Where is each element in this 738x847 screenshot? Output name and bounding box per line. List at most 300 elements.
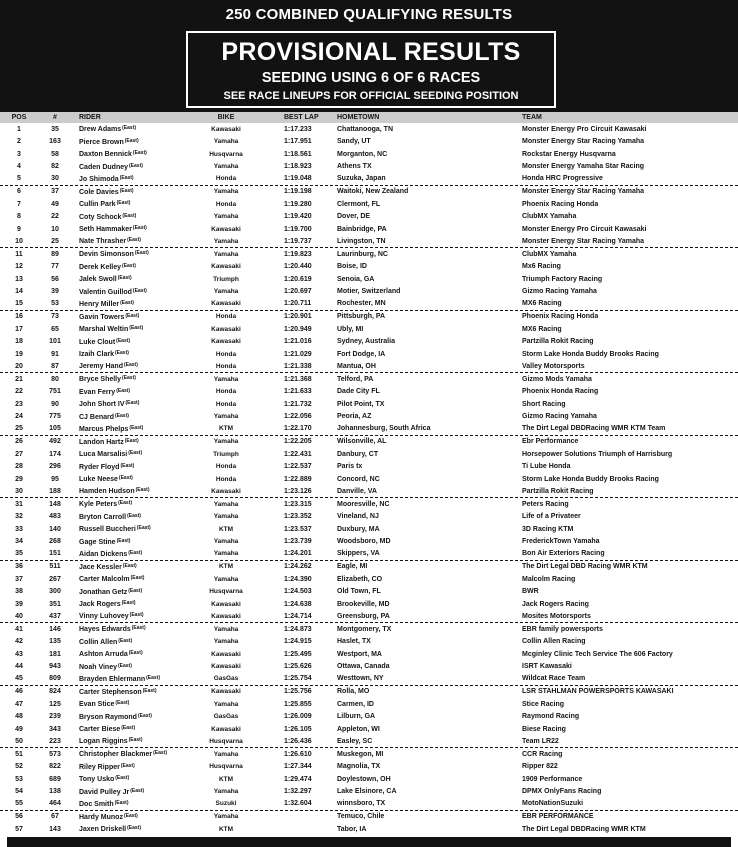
- cell-bike: Yamaha: [213, 788, 239, 796]
- cell-best-lap: 1:21.368: [284, 375, 312, 383]
- cell-rider: [72, 188, 180, 196]
- cell-rider: [72, 675, 180, 683]
- cell-hometown: Rochester, MN: [337, 300, 386, 308]
- table-row: [0, 311, 738, 324]
- cell-best-lap: 1:22.170: [284, 425, 312, 433]
- table-row: [0, 248, 738, 261]
- cell-team: Stice Racing: [522, 700, 565, 708]
- cell-hometown: Senoia, GA: [337, 275, 375, 283]
- cell-number: 351: [49, 600, 61, 608]
- cell-team: Triumph Factory Racing: [522, 275, 603, 283]
- cell-best-lap: 1:21.338: [284, 362, 312, 370]
- cell-hometown: Danville, VA: [337, 487, 377, 495]
- cell-hometown: winnsboro, TX: [337, 800, 386, 808]
- cell-number: 35: [51, 125, 59, 133]
- cell-number: 268: [49, 538, 61, 546]
- cell-team: The Dirt Legal DBDRacing WMR KTM: [522, 825, 646, 833]
- cell-team: 1909 Performance: [522, 775, 583, 783]
- cell-number: 943: [49, 663, 61, 671]
- cell-best-lap: 1:20.901: [284, 313, 312, 321]
- cell-number: 573: [49, 750, 61, 758]
- rider-name: Carter Stephenson: [79, 688, 142, 696]
- cell-best-lap: 1:27.344: [284, 763, 312, 771]
- rider-name: Landon Hartz: [79, 438, 124, 446]
- cell-number: 181: [49, 650, 61, 658]
- cell-team: DPMX OnlyFans Racing: [522, 788, 602, 796]
- cell-best-lap: 1:25.495: [284, 650, 312, 658]
- cell-number: 492: [49, 438, 61, 446]
- cell-best-lap: 1:26.610: [284, 750, 312, 758]
- rider-name: Brayden Ehlermann: [79, 675, 146, 683]
- region-tag: (East): [134, 250, 149, 257]
- rider-name: Evan Stice: [79, 701, 115, 709]
- table-row: [0, 436, 738, 449]
- cell-rider: [72, 650, 180, 658]
- cell-number: 90: [51, 400, 59, 408]
- cell-hometown: Morganton, NC: [337, 150, 388, 158]
- cell-number: 151: [49, 550, 61, 558]
- rider-name: Luke Neese: [79, 476, 118, 484]
- cell-rider: [72, 788, 180, 796]
- rider-name: Jeremy Hand: [79, 363, 123, 371]
- cell-bike: Yamaha: [213, 575, 239, 583]
- rider-name: Jaxen Driskell: [79, 826, 127, 834]
- rider-name: Ryder Floyd: [79, 463, 120, 471]
- table-row: [0, 123, 738, 136]
- region-tag: (East): [118, 637, 133, 644]
- cell-best-lap: 1:18.561: [284, 150, 312, 158]
- cell-number: 56: [51, 275, 59, 283]
- region-tag: (East): [130, 575, 145, 582]
- cell-team: Horsepower Solutions Triumph of Harrisburg: [522, 450, 673, 458]
- rider-name: Christopher Blackmer: [79, 751, 153, 759]
- table-row: [0, 173, 738, 186]
- cell-pos: 46: [15, 688, 23, 696]
- cell-pos: 4: [17, 163, 21, 171]
- cell-best-lap: 1:19.823: [284, 250, 312, 258]
- cell-hometown: Dover, DE: [337, 213, 371, 221]
- region-tag: (East): [121, 600, 136, 607]
- cell-bike: Yamaha: [213, 813, 239, 821]
- cell-number: 73: [51, 313, 59, 321]
- cell-best-lap: 1:29.474: [284, 775, 312, 783]
- cell-bike: Honda: [215, 175, 237, 183]
- region-tag: (East): [130, 787, 145, 794]
- cell-best-lap: 1:24.503: [284, 588, 312, 596]
- cell-number: 87: [51, 362, 59, 370]
- region-tag: (East): [121, 725, 136, 732]
- cell-rider: [72, 725, 180, 733]
- rider-name: Gage Stine: [79, 538, 116, 546]
- cell-bike: GasGas: [213, 675, 239, 683]
- cell-bike: Honda: [215, 475, 237, 483]
- region-tag: (East): [115, 412, 129, 419]
- cell-bike: Husqvarna: [209, 150, 243, 158]
- region-tag: (East): [142, 687, 157, 694]
- cell-pos: 18: [15, 338, 23, 346]
- region-tag: (East): [114, 799, 129, 806]
- cell-number: 140: [49, 525, 61, 533]
- rider-name: Marshal Weltin: [79, 326, 129, 334]
- cell-hometown: Ubly, MI: [337, 325, 364, 333]
- cell-pos: 7: [17, 200, 21, 208]
- cell-rider: [72, 300, 180, 308]
- cell-team: Life of a Privateer: [522, 513, 581, 521]
- cell-number: 296: [49, 463, 61, 471]
- region-tag: (East): [125, 400, 140, 407]
- cell-pos: 54: [15, 788, 23, 796]
- cell-number: 77: [51, 263, 59, 271]
- table-row: [0, 798, 738, 811]
- cell-pos: 13: [15, 275, 23, 283]
- cell-team: Biese Racing: [522, 725, 566, 733]
- cell-best-lap: 1:20.711: [284, 300, 312, 308]
- cell-pos: 42: [15, 638, 23, 646]
- cell-best-lap: 1:22.537: [284, 463, 312, 471]
- cell-team: Monster Energy Yamaha Star Racing: [522, 163, 645, 171]
- cell-bike: Kawasaki: [211, 325, 241, 333]
- region-tag: (East): [115, 775, 130, 782]
- cell-rider: [72, 475, 180, 483]
- cell-bike: Honda: [215, 362, 237, 370]
- provisional-results-title: PROVISIONAL RESULTS: [221, 38, 521, 66]
- cell-pos: 33: [15, 525, 23, 533]
- region-tag: (East): [115, 700, 130, 707]
- cell-bike: Kawasaki: [211, 600, 241, 608]
- cell-best-lap: 1:24.714: [284, 612, 312, 620]
- cell-best-lap: 1:19.198: [284, 188, 312, 196]
- cell-best-lap: 1:21.732: [284, 400, 312, 408]
- cell-best-lap: 1:24.390: [284, 575, 312, 583]
- cell-rider: [72, 250, 180, 258]
- rider-name: Russell Buccheri: [79, 526, 136, 534]
- cell-team: Storm Lake Honda Buddy Brooks Racing: [522, 475, 659, 483]
- cell-bike: Husqvarna: [209, 588, 243, 596]
- cell-bike: Yamaha: [213, 237, 239, 245]
- cell-bike: Kawasaki: [211, 338, 241, 346]
- cell-number: 464: [49, 800, 61, 808]
- cell-hometown: Brookeville, MD: [337, 600, 390, 608]
- cell-pos: 49: [15, 725, 23, 733]
- cell-team: ClubMX Yamaha: [522, 250, 577, 258]
- cell-bike: Yamaha: [213, 438, 239, 446]
- cell-team: MotoNationSuzuki: [522, 800, 584, 808]
- col-header-number: #: [53, 114, 57, 121]
- rider-name: Marcus Phelps: [79, 425, 129, 433]
- cell-bike: Yamaha: [213, 288, 239, 296]
- cell-hometown: Skippers, VA: [337, 550, 380, 558]
- cell-bike: Kawasaki: [211, 487, 241, 495]
- rider-name: Doc Smith: [79, 800, 114, 808]
- cell-best-lap: 1:23.739: [284, 538, 312, 546]
- cell-hometown: Boise, ID: [337, 263, 367, 271]
- cell-bike: Yamaha: [213, 413, 239, 421]
- cell-bike: Husqvarna: [209, 763, 243, 771]
- cell-pos: 9: [17, 225, 21, 233]
- cell-pos: 27: [15, 450, 23, 458]
- table-row: [0, 336, 738, 349]
- table-row: [0, 186, 738, 199]
- cell-pos: 35: [15, 550, 23, 558]
- table-row: [0, 198, 738, 211]
- cell-rider: [72, 600, 180, 608]
- cell-hometown: Appleton, WI: [337, 725, 380, 733]
- table-row: [0, 498, 738, 511]
- cell-team: MX6 Racing: [522, 300, 562, 308]
- cell-bike: Kawasaki: [211, 300, 241, 308]
- cell-bike: Yamaha: [213, 188, 239, 196]
- cell-rider: [72, 700, 180, 708]
- cell-bike: Triumph: [213, 275, 239, 283]
- table-row: [0, 723, 738, 736]
- table-row: [0, 698, 738, 711]
- rider-name: Bryton Carroll: [79, 513, 127, 521]
- table-row: [0, 298, 738, 311]
- cell-hometown: Rolla, MO: [337, 688, 370, 696]
- table-row: [0, 223, 738, 236]
- cell-pos: 3: [17, 150, 21, 158]
- region-tag: (East): [128, 737, 143, 744]
- results-header: [0, 0, 738, 112]
- cell-team: Monster Energy Pro Circuit Kawasaki: [522, 225, 647, 233]
- cell-pos: 32: [15, 513, 23, 521]
- table-row: [0, 261, 738, 274]
- cell-rider: [72, 175, 180, 183]
- cell-pos: 14: [15, 288, 23, 296]
- region-tag: (East): [132, 150, 147, 157]
- table-row: [0, 786, 738, 799]
- cell-bike: Kawasaki: [211, 663, 241, 671]
- cell-pos: 43: [15, 650, 23, 658]
- rider-name: Jo Shimoda: [79, 175, 119, 183]
- region-tag: (East): [127, 237, 141, 244]
- cell-number: 65: [51, 325, 59, 333]
- table-row: [0, 536, 738, 549]
- rider-name: Daxton Bennick: [79, 151, 132, 159]
- cell-number: 148: [49, 500, 61, 508]
- cell-number: 775: [49, 413, 61, 421]
- cell-rider: [72, 825, 180, 833]
- cell-best-lap: 1:22.056: [284, 413, 312, 421]
- cell-rider: [72, 538, 180, 546]
- cell-best-lap: 1:21.016: [284, 338, 312, 346]
- cell-pos: 36: [15, 563, 23, 571]
- rider-name: Bryson Raymond: [79, 713, 137, 721]
- cell-number: 824: [49, 688, 61, 696]
- cell-rider: [72, 213, 180, 221]
- cell-team: EBR PERFORMANCE: [522, 813, 594, 821]
- rider-name: John Short IV: [79, 401, 125, 409]
- cell-hometown: Montgomery, TX: [337, 625, 392, 633]
- cell-team: Ti Lube Honda: [522, 463, 571, 471]
- footer-bar: [7, 837, 731, 847]
- cell-team: LSR STAHLMAN POWERSPORTS KAWASAKI: [522, 688, 674, 696]
- cell-pos: 45: [15, 675, 23, 683]
- cell-number: 95: [51, 475, 59, 483]
- rider-name: Luca Marsalisi: [79, 451, 128, 459]
- region-tag: (East): [116, 387, 131, 394]
- cell-team: CCR Racing: [522, 750, 563, 758]
- cell-team: Monster Energy Pro Circuit Kawasaki: [522, 125, 647, 133]
- cell-rider: [72, 550, 180, 558]
- cell-team: Gizmo Racing Yamaha: [522, 288, 597, 296]
- cell-rider: [72, 487, 180, 495]
- table-row: [0, 448, 738, 461]
- cell-rider: [72, 362, 180, 370]
- col-header-best-lap: BEST LAP: [284, 114, 319, 121]
- rider-name: Kyle Peters: [79, 501, 118, 509]
- cell-pos: 56: [15, 813, 23, 821]
- cell-rider: [72, 150, 180, 158]
- cell-bike: Kawasaki: [211, 612, 241, 620]
- rider-name: Jalek Swoll: [79, 276, 117, 284]
- cell-rider: [72, 737, 180, 745]
- cell-hometown: Magnolia, TX: [337, 763, 381, 771]
- rider-name: Cole Davies: [79, 188, 119, 196]
- cell-bike: KTM: [218, 525, 234, 533]
- cell-team: Phoenix Racing Honda: [522, 313, 599, 321]
- cell-pos: 29: [15, 475, 23, 483]
- cell-rider: [72, 225, 180, 233]
- cell-pos: 2: [17, 138, 21, 146]
- cell-hometown: Mooresville, NC: [337, 500, 390, 508]
- cell-team: Partzilla Rokit Racing: [522, 338, 594, 346]
- col-header-rider: RIDER: [79, 114, 101, 121]
- region-tag: (East): [128, 587, 143, 594]
- cell-number: 174: [49, 450, 61, 458]
- cell-number: 163: [49, 138, 61, 146]
- cell-hometown: Ottawa, Canada: [337, 663, 390, 671]
- lineups-note: SEE RACE LINEUPS FOR OFFICIAL SEEDING POSITION: [223, 90, 519, 102]
- table-row: [0, 486, 738, 499]
- cell-hometown: Clermont, FL: [337, 200, 381, 208]
- cell-number: 22: [51, 213, 59, 221]
- cell-pos: 16: [15, 313, 23, 321]
- seeding-subtitle: SEEDING USING 6 OF 6 RACES: [261, 70, 481, 86]
- cell-bike: Honda: [215, 463, 237, 471]
- cell-best-lap: 1:24.915: [284, 638, 312, 646]
- cell-pos: 53: [15, 775, 23, 783]
- cell-number: 809: [49, 675, 61, 683]
- rider-name: Vinny Luhovey: [79, 613, 129, 621]
- cell-team: The Dirt Legal DBD Racing WMR KTM: [522, 563, 648, 571]
- cell-rider: [72, 125, 180, 133]
- table-row: [0, 273, 738, 286]
- region-tag: (East): [129, 325, 144, 332]
- rider-name: Aidan Dickens: [79, 550, 128, 558]
- cell-number: 343: [49, 725, 61, 733]
- cell-number: 822: [49, 763, 61, 771]
- cell-bike: Kawasaki: [211, 688, 241, 696]
- region-tag: (East): [127, 512, 141, 519]
- cell-number: 10: [51, 225, 59, 233]
- cell-team: ISRT Kawasaki: [522, 663, 572, 671]
- region-tag: (East): [137, 712, 152, 719]
- cell-bike: GasGas: [213, 713, 239, 721]
- region-tag: (East): [116, 200, 131, 207]
- cell-hometown: Haslet, TX: [337, 638, 371, 646]
- cell-team: Gizmo Mods Yamaha: [522, 375, 592, 383]
- cell-pos: 47: [15, 700, 23, 708]
- cell-best-lap: 1:21.633: [284, 388, 312, 396]
- cell-team: Phoenix Racing Honda: [522, 200, 599, 208]
- col-header-hometown: HOMETOWN: [337, 114, 380, 121]
- cell-number: 101: [49, 338, 61, 346]
- region-tag: (East): [125, 312, 140, 319]
- region-tag: (East): [122, 262, 136, 269]
- cell-bike: KTM: [218, 425, 234, 433]
- rider-name: David Pulley Jr: [79, 788, 130, 796]
- cell-rider: [72, 763, 180, 771]
- region-tag: (East): [120, 462, 135, 469]
- cell-pos: 50: [15, 737, 23, 745]
- table-row: [0, 398, 738, 411]
- cell-hometown: Paris tx: [337, 463, 363, 471]
- cell-rider: [72, 138, 180, 146]
- cell-team: Ebr Performance: [522, 438, 579, 446]
- cell-best-lap: 1:26.105: [284, 725, 312, 733]
- cell-rider: [72, 350, 180, 358]
- cell-rider: [72, 500, 180, 508]
- cell-number: 37: [51, 188, 59, 196]
- region-tag: (East): [129, 612, 144, 619]
- region-tag: (East): [117, 275, 132, 282]
- cell-hometown: Sandy, UT: [337, 138, 371, 146]
- rider-name: Seth Hammaker: [79, 226, 132, 234]
- cell-number: 89: [51, 250, 59, 258]
- region-tag: (East): [120, 762, 135, 769]
- cell-rider: [72, 800, 180, 808]
- cell-team: The Dirt Legal DBDRacing WMR KTM Team: [522, 425, 666, 433]
- cell-hometown: Johannesburg, South Africa: [337, 425, 431, 433]
- region-tag: (East): [128, 549, 143, 556]
- col-header-bike: BIKE: [217, 114, 235, 121]
- cell-bike: Yamaha: [213, 163, 239, 171]
- cell-team: Phoenix Honda Racing: [522, 388, 599, 396]
- cell-best-lap: 1:26.009: [284, 713, 312, 721]
- cell-best-lap: 1:22.431: [284, 450, 312, 458]
- cell-pos: 52: [15, 763, 23, 771]
- cell-bike: Yamaha: [213, 625, 239, 633]
- rider-name: Riley Ripper: [79, 763, 120, 771]
- cell-rider: [72, 688, 180, 696]
- cell-number: 483: [49, 513, 61, 521]
- cell-rider: [72, 775, 180, 783]
- cell-best-lap: 1:18.923: [284, 163, 312, 171]
- region-tag: (East): [153, 750, 168, 757]
- cell-best-lap: 1:17.233: [284, 125, 312, 133]
- cell-best-lap: 1:24.262: [284, 563, 312, 571]
- cell-team: ClubMX Yamaha: [522, 213, 577, 221]
- cell-best-lap: 1:23.537: [284, 525, 312, 533]
- provisional-results-box: [186, 31, 556, 108]
- table-row: [0, 323, 738, 336]
- table-row: [0, 236, 738, 249]
- cell-hometown: Muskegon, MI: [337, 750, 384, 758]
- cell-number: 751: [49, 388, 61, 396]
- cell-bike: Honda: [215, 350, 237, 358]
- cell-bike: Yamaha: [213, 213, 239, 221]
- cell-number: 125: [49, 700, 61, 708]
- cell-hometown: Fort Dodge, IA: [337, 350, 386, 358]
- table-row: [0, 361, 738, 374]
- table-row: [0, 523, 738, 536]
- cell-best-lap: 1:23.315: [284, 500, 312, 508]
- rider-name: Bryce Shelly: [79, 376, 122, 384]
- cell-hometown: Woodsboro, MD: [337, 538, 391, 546]
- cell-best-lap: 1:20.619: [284, 275, 312, 283]
- region-tag: (East): [127, 825, 141, 832]
